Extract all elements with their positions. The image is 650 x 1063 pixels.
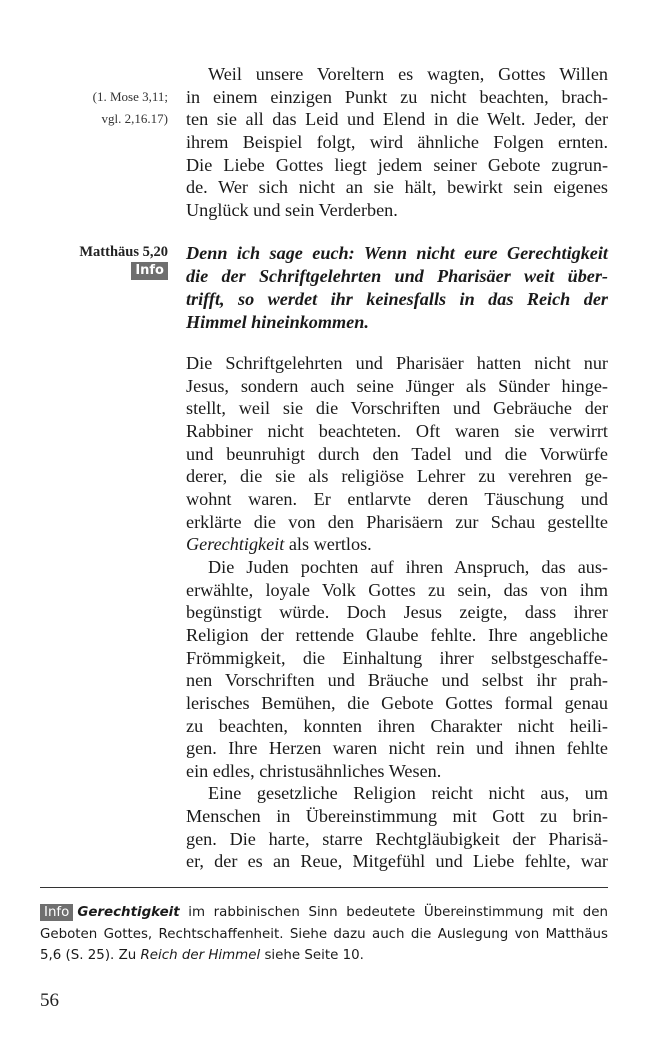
- footnote-term-2: Reich der Himmel: [140, 948, 261, 963]
- margin-reference-genesis: [40, 86, 168, 130]
- footnote-text-2: siehe Seite 10.: [260, 948, 364, 963]
- text-line: Menschen in Übereinstimmung mit Gott zu brin-: [186, 806, 608, 827]
- text-line: Frömmigkeit, die Einhaltung ihrer selbstgeschaffe-: [186, 647, 608, 668]
- text-line: ihrem Beispiel folgt, wird ähnliche Folgen ernten.: [186, 131, 608, 152]
- text-line: und beunruhigt durch den Tadel und die Vorwürfe: [186, 443, 608, 464]
- text-line: gen. Die harte, starre Rechtgläubigkeit der Pharisä-: [186, 828, 608, 849]
- text-line-last: [186, 533, 608, 556]
- text-line: Rabbiner nicht beachteten. Oft waren sie verwirrt: [186, 420, 608, 441]
- quote-line: die der Schriftgelehrten und Pharisäer weit über-: [186, 266, 608, 286]
- paragraph-1: [186, 352, 608, 873]
- text-line: Religion der rettende Glaube fehlte. Ihre angebliche: [186, 624, 608, 645]
- text-line: Die Schriftgelehrten und Pharisäer hatten nicht nur: [186, 353, 608, 373]
- text-line: Weil unsere Voreltern es wagten, Gottes Willen: [208, 64, 608, 84]
- quote-line: Himmel hineinkommen.: [186, 312, 369, 332]
- text-line: er, der es an Reue, Mitgefühl und Liebe fehlte, war: [186, 851, 608, 872]
- margin-reference-matthew: [40, 244, 168, 280]
- footnote: [40, 902, 608, 967]
- footnote-info-badge: Info: [40, 904, 73, 921]
- scripture-quote: [186, 242, 608, 334]
- footnote-term: Gerechtigkeit: [77, 905, 180, 920]
- footnote-text: im rabbinischen Sinn bedeutete Übereinstimmung mit den Geboten Gottes, Rechtschaffenheit. Siehe dazu auch die Auslegung von Matthäus 5,6 (S. 25). Zu: [40, 905, 608, 963]
- text-line: Die Liebe Gottes liegt jedem seiner Gebote zugrun-: [186, 154, 608, 175]
- text-fragment: als wertlos.: [284, 534, 372, 555]
- text-line: gen. Ihre Herzen waren nicht rein und ihnen fehlte: [186, 738, 608, 759]
- text-line: Jesus, sondern auch seine Jünger als Sünder hinge-: [186, 375, 608, 396]
- text-line: in einem einzigen Punkt zu nicht beachten, brach-: [186, 86, 608, 107]
- text-line: de. Wer sich nicht an sie hält, bewirkt sein eigenes: [186, 177, 608, 198]
- text-line: zu beachten, konnten ihren Charakter nicht heili-: [186, 715, 608, 736]
- page-number: 56: [40, 990, 59, 1011]
- quote-line: Denn ich sage euch: Wenn nicht eure Gerechtigkeit: [186, 243, 608, 263]
- footnote-divider: [40, 887, 608, 888]
- text-line: Unglück und sein Verderben.: [186, 199, 398, 220]
- text-line: Eine gesetzliche Religion reicht nicht aus, um: [208, 783, 608, 804]
- text-line: ten sie all das Leid und Elend in die Welt. Jeder, der: [186, 109, 608, 130]
- text-line: begünstigt würde. Doch Jesus zeigte, dass ihrer: [186, 602, 608, 623]
- text-line: wohnt waren. Er entlarvte deren Täuschung und: [186, 488, 608, 509]
- text-line: Die Juden pochten auf ihren Anspruch, das aus-: [208, 556, 608, 577]
- text-line: erklärte die von den Pharisäern zur Schau gestellte: [186, 511, 608, 532]
- text-line: stellt, weil sie die Vorschriften und Gebräuche der: [186, 398, 608, 419]
- quote-line: trifft, so werdet ihr keinesfalls in das Reich der: [186, 289, 608, 309]
- italic-term: Gerechtigkeit: [186, 534, 285, 555]
- text-line: ein edles, christusähnliches Wesen.: [186, 760, 442, 781]
- text-line: lerisches Bemühen, die Gebote Gottes formal genau: [186, 692, 608, 713]
- margin-reference-line1: (1. Mose 3,11;: [92, 89, 168, 104]
- intro-paragraph: [186, 63, 608, 222]
- info-badge: Info: [131, 262, 168, 280]
- margin-reference-line2: vgl. 2,16.17): [101, 111, 168, 126]
- text-line: derer, die sie als religiöse Lehrer zu verehren ge-: [186, 466, 608, 487]
- text-line: erwählte, loyale Volk Gottes zu sein, das von ihm: [186, 579, 608, 600]
- matthew-reference-label: Matthäus 5,20: [79, 244, 168, 260]
- text-line: nen Vorschriften und Bräuche und selbst ihr prah-: [186, 670, 608, 691]
